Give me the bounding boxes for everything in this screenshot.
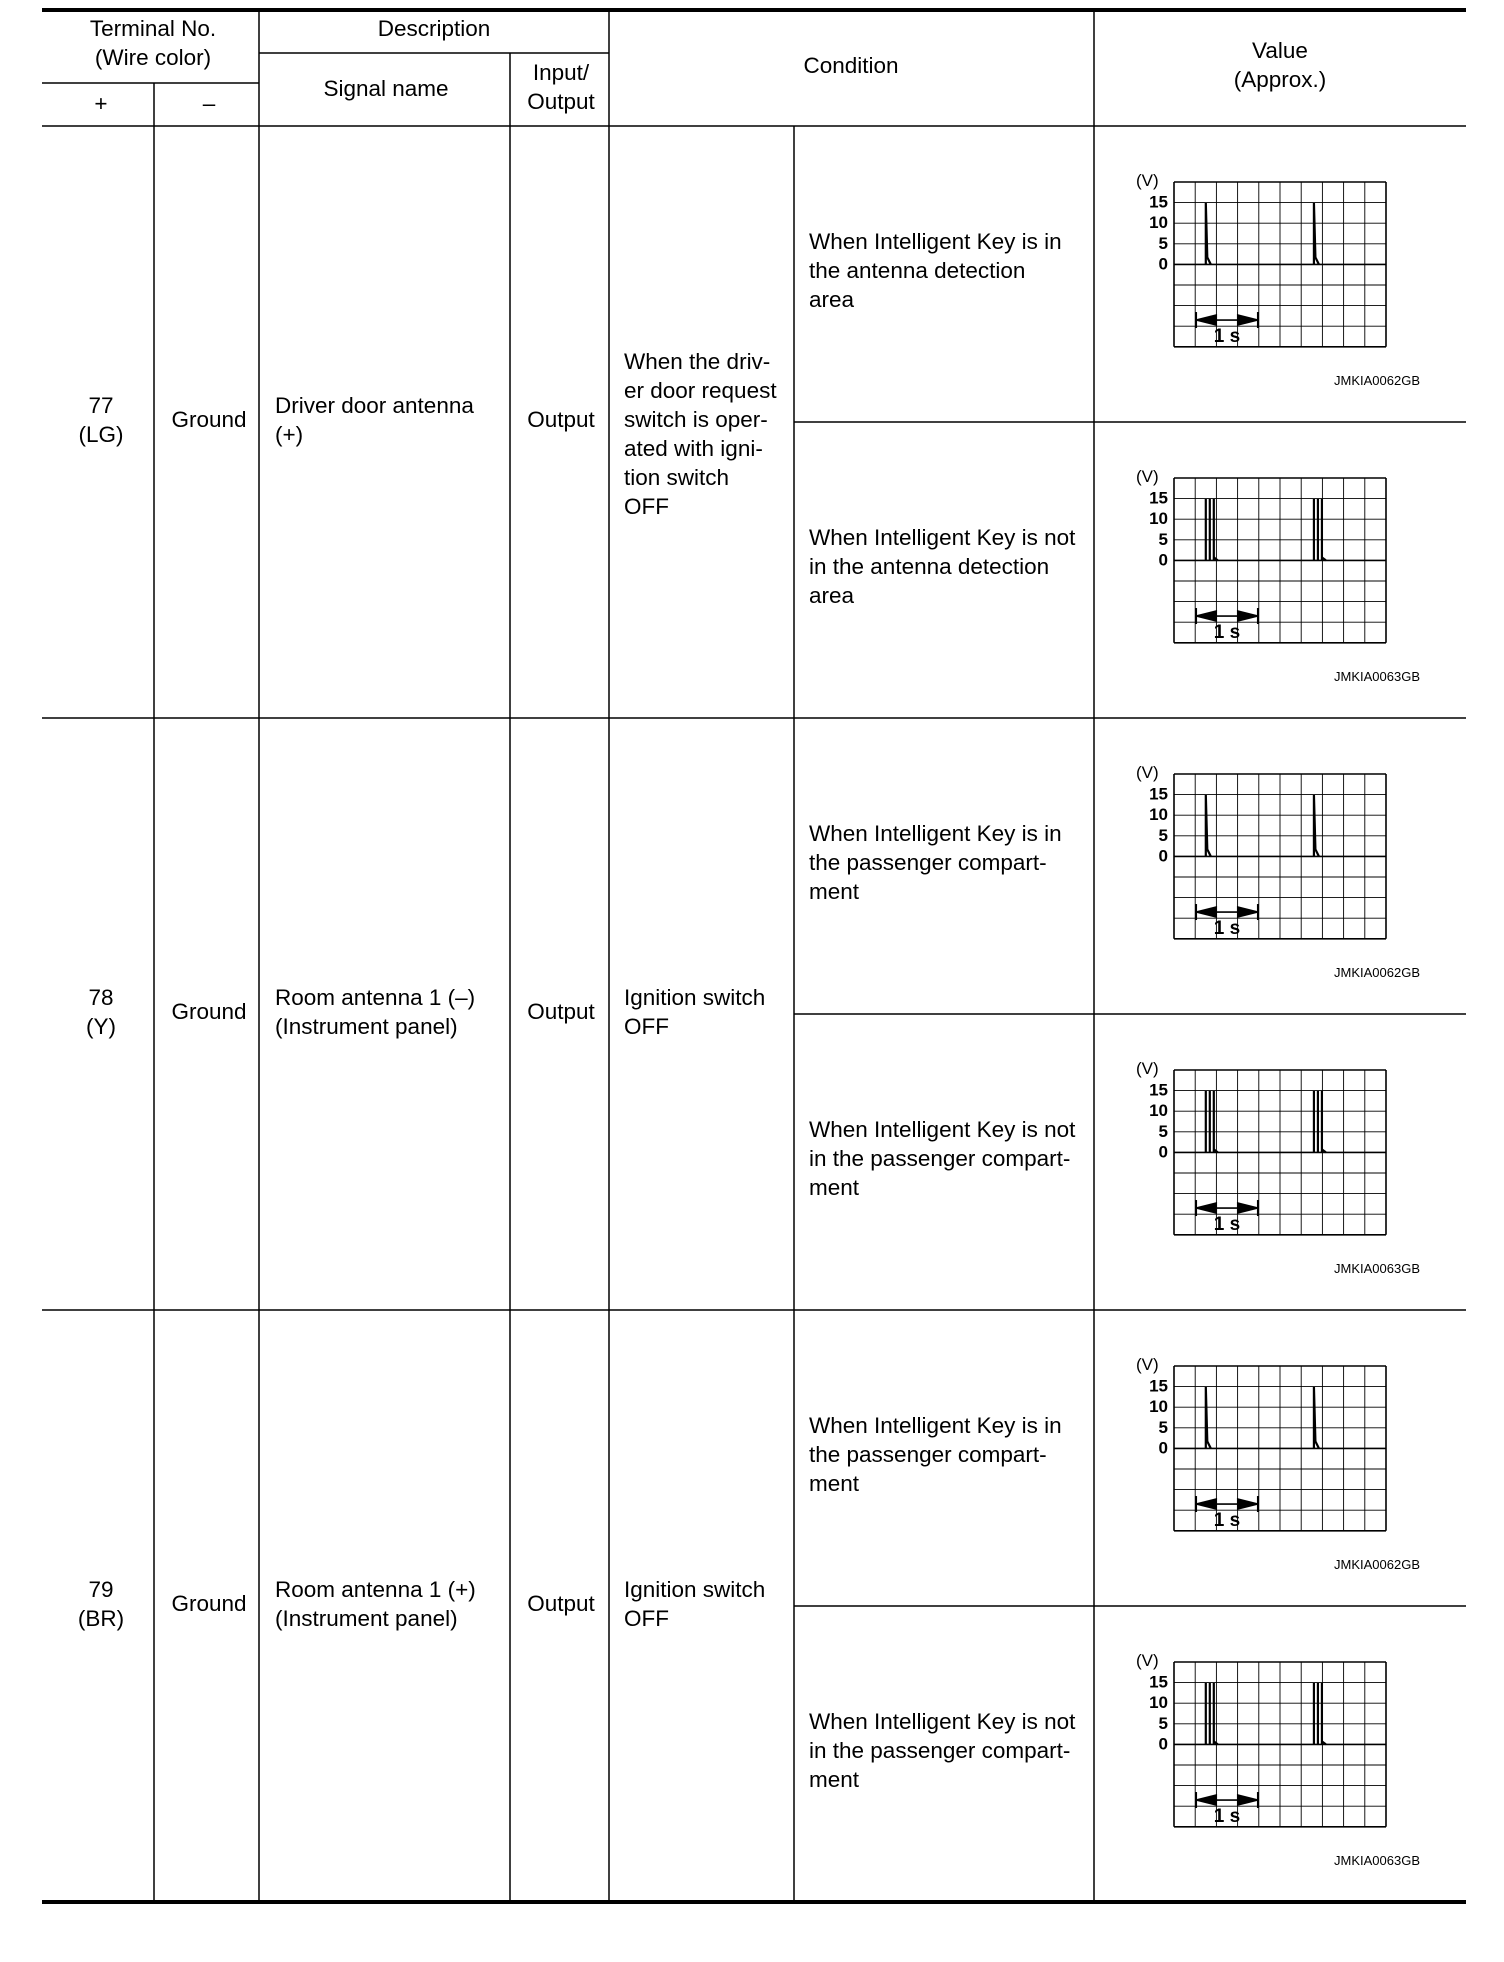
axis-unit: (V)	[1136, 1651, 1159, 1670]
input-output: Output	[527, 407, 595, 432]
pulse	[1206, 1387, 1211, 1449]
arrow-left	[1238, 1203, 1258, 1213]
sub-condition-line: area	[809, 287, 855, 312]
axis-unit: (V)	[1136, 467, 1159, 486]
waveform-diagram	[1132, 1054, 1422, 1276]
axis-tick-label: 0	[1158, 550, 1168, 570]
figure-code: JMKIA0062GB	[1334, 372, 1420, 388]
waveform-trace	[1206, 203, 1319, 265]
sub-condition-line: When Intelligent Key is in	[809, 821, 1062, 846]
arrow-left	[1238, 1499, 1258, 1509]
arrow-right	[1196, 907, 1216, 917]
sub-condition-line: ment	[809, 879, 860, 904]
condition-line: er door request	[624, 378, 777, 403]
axis-unit: (V)	[1136, 1059, 1159, 1078]
terminal-minus: Ground	[171, 1591, 247, 1616]
axis-tick-label: 0	[1158, 846, 1168, 866]
header-value-2: (Approx.)	[1233, 67, 1327, 92]
axis-tick-label: 5	[1158, 529, 1168, 549]
header-wire-color: (Wire color)	[94, 45, 212, 70]
signal-name-line: (Instrument panel)	[275, 1606, 458, 1631]
condition-line: Ignition switch	[624, 985, 766, 1010]
period-label: 1 s	[1213, 622, 1241, 644]
header-input-output-2: Output	[527, 89, 595, 114]
terminal-minus: Ground	[171, 999, 247, 1024]
header-signal-name: Signal name	[323, 76, 449, 101]
axis-tick-label: 10	[1149, 1693, 1168, 1713]
sub-condition-line: ment	[809, 1471, 860, 1496]
waveform-trace	[1206, 499, 1326, 561]
sub-condition-line: the passenger compart-	[809, 1442, 1047, 1467]
arrow-left	[1238, 611, 1258, 621]
axis-tick-label: 10	[1149, 805, 1168, 825]
waveform-trace	[1206, 1683, 1326, 1745]
condition-line: OFF	[624, 1606, 669, 1631]
sub-condition-line: ment	[809, 1175, 860, 1200]
axis-tick-label: 10	[1149, 509, 1168, 529]
arrow-right	[1196, 1499, 1216, 1509]
wire-color: (LG)	[78, 422, 124, 447]
axis-tick-label: 0	[1158, 1438, 1168, 1458]
waveform-diagram	[1132, 758, 1422, 980]
axis-tick-label: 5	[1158, 233, 1168, 253]
pulse	[1314, 1387, 1319, 1449]
arrow-right	[1196, 1795, 1216, 1805]
waveform-trace	[1206, 1387, 1319, 1449]
axis-tick-label: 15	[1149, 1672, 1168, 1692]
axis-tick-label: 10	[1149, 1397, 1168, 1417]
period-label: 1 s	[1213, 918, 1241, 940]
figure-code: JMKIA0063GB	[1334, 668, 1420, 684]
axis-tick-label: 10	[1149, 213, 1168, 233]
axis-unit: (V)	[1136, 1355, 1159, 1374]
axis-tick-label: 15	[1149, 488, 1168, 508]
figure-code: JMKIA0063GB	[1334, 1852, 1420, 1868]
sub-condition-line: the passenger compart-	[809, 850, 1047, 875]
condition-line: tion switch	[624, 465, 730, 490]
header-minus: –	[202, 91, 216, 116]
header-condition: Condition	[803, 53, 899, 78]
pulse	[1314, 795, 1319, 857]
header-description: Description	[377, 16, 491, 41]
axis-tick-label: 10	[1149, 1101, 1168, 1121]
signal-name-line: Room antenna 1 (–)	[275, 985, 476, 1010]
arrow-right	[1196, 315, 1216, 325]
period-label: 1 s	[1213, 326, 1241, 348]
sub-condition-line: ment	[809, 1767, 860, 1792]
period-label: 1 s	[1213, 1806, 1241, 1828]
axis-tick-label: 5	[1158, 1713, 1168, 1733]
waveform-diagram	[1132, 1646, 1422, 1868]
header-input-output-1: Input/	[532, 60, 590, 85]
terminal-number: 78	[88, 985, 114, 1010]
arrow-right	[1196, 1203, 1216, 1213]
axis-tick-label: 15	[1149, 784, 1168, 804]
pulse	[1206, 795, 1211, 857]
sub-condition-line: in the passenger compart-	[809, 1738, 1071, 1763]
condition-line: When the driv-	[624, 349, 771, 374]
wire-color: (BR)	[77, 1606, 125, 1631]
sub-condition-line: the antenna detection	[809, 258, 1026, 283]
header-terminal-no: Terminal No.	[89, 16, 217, 41]
terminal-number: 77	[88, 393, 114, 418]
axis-tick-label: 0	[1158, 254, 1168, 274]
condition-line: OFF	[624, 1014, 669, 1039]
waveform-trace	[1206, 1091, 1326, 1153]
condition-line: OFF	[624, 494, 669, 519]
axis-tick-label: 15	[1149, 192, 1168, 212]
signal-name-line: Driver door antenna	[275, 393, 474, 418]
sub-condition-line: When Intelligent Key is in	[809, 229, 1062, 254]
axis-unit: (V)	[1136, 171, 1159, 190]
axis-tick-label: 0	[1158, 1734, 1168, 1754]
input-output: Output	[527, 999, 595, 1024]
axis-unit: (V)	[1136, 763, 1159, 782]
sub-condition-line: When Intelligent Key is in	[809, 1413, 1062, 1438]
arrow-left	[1238, 1795, 1258, 1805]
sub-condition-line: When Intelligent Key is not	[809, 525, 1076, 550]
signal-name-line: (Instrument panel)	[275, 1014, 458, 1039]
period-label: 1 s	[1213, 1510, 1241, 1532]
wire-color: (Y)	[86, 1014, 116, 1039]
terminal-number: 79	[88, 1577, 114, 1602]
header-plus: +	[94, 91, 108, 116]
sub-condition-line: When Intelligent Key is not	[809, 1709, 1076, 1734]
input-output: Output	[527, 1591, 595, 1616]
figure-code: JMKIA0063GB	[1334, 1260, 1420, 1276]
pulse	[1314, 203, 1319, 265]
waveform-diagram	[1132, 462, 1422, 684]
arrow-left	[1238, 907, 1258, 917]
axis-tick-label: 15	[1149, 1080, 1168, 1100]
axis-tick-label: 15	[1149, 1376, 1168, 1396]
pulse	[1206, 203, 1211, 265]
header-value-1: Value	[1252, 38, 1308, 63]
axis-tick-label: 5	[1158, 825, 1168, 845]
signal-name-line: Room antenna 1 (+)	[275, 1577, 476, 1602]
condition-line: ated with igni-	[624, 436, 763, 461]
condition-line: Ignition switch	[624, 1577, 766, 1602]
waveform-diagram	[1132, 166, 1422, 388]
axis-tick-label: 5	[1158, 1417, 1168, 1437]
condition-line: switch is oper-	[624, 407, 768, 432]
figure-code: JMKIA0062GB	[1334, 1556, 1420, 1572]
signal-name-line: (+)	[275, 422, 304, 447]
sub-condition-line: in the passenger compart-	[809, 1146, 1071, 1171]
arrow-right	[1196, 611, 1216, 621]
axis-tick-label: 5	[1158, 1121, 1168, 1141]
waveform-diagram	[1132, 1350, 1422, 1572]
period-label: 1 s	[1213, 1214, 1241, 1236]
figure-code: JMKIA0062GB	[1334, 964, 1420, 980]
sub-condition-line: When Intelligent Key is not	[809, 1117, 1076, 1142]
arrow-left	[1238, 315, 1258, 325]
sub-condition-line: area	[809, 583, 855, 608]
waveform-trace	[1206, 795, 1319, 857]
axis-tick-label: 0	[1158, 1142, 1168, 1162]
terminal-minus: Ground	[171, 407, 247, 432]
sub-condition-line: in the antenna detection	[809, 554, 1050, 579]
